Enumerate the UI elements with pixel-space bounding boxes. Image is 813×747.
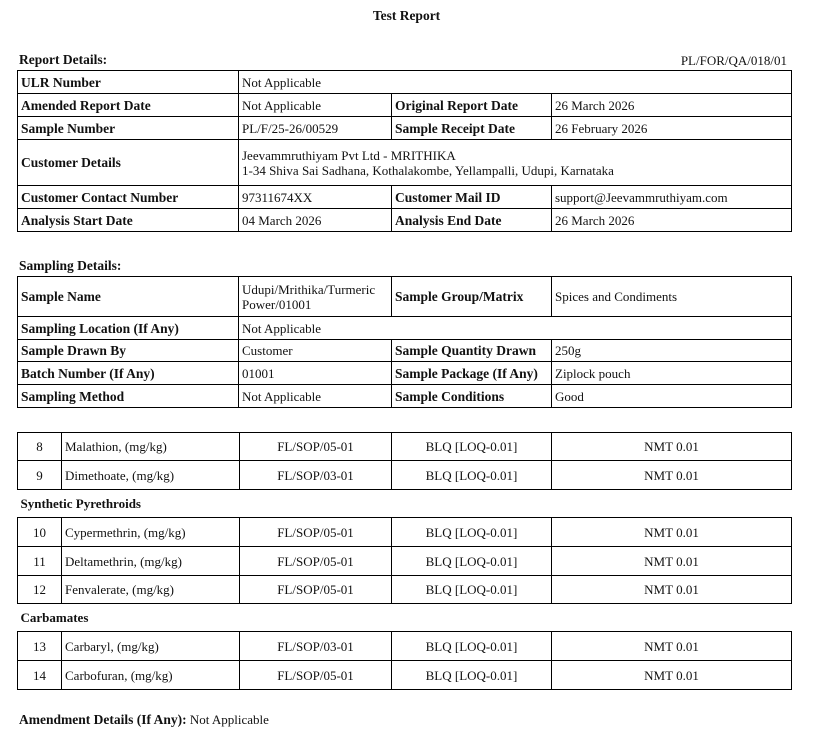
- test-limit: NMT 0.01: [552, 632, 792, 661]
- sample-package-value: Ziplock pouch: [552, 362, 792, 385]
- parameter-name: Dimethoate, (mg/kg): [62, 461, 240, 490]
- sample-name-value: [239, 277, 392, 317]
- test-method: FL/SOP/05-01: [240, 576, 392, 604]
- sampling-details-heading: Sampling Details:: [19, 258, 122, 273]
- test-limit: NMT 0.01: [552, 661, 792, 690]
- sample-name-line1: Udupi/Mrithika/Turmeric: [242, 281, 376, 297]
- quantity-drawn-value: 250g: [552, 340, 792, 362]
- ulr-value: Not Applicable: [239, 71, 792, 94]
- test-limit: NMT 0.01: [552, 518, 792, 547]
- row-number: 9: [18, 461, 62, 490]
- sample-group-value: Spices and Condiments: [552, 277, 792, 317]
- test-limit: NMT 0.01: [552, 433, 792, 461]
- sampling-method-value: Not Applicable: [239, 385, 392, 408]
- test-result: BLQ [LOQ-0.01]: [392, 433, 552, 461]
- sample-number-value: PL/F/25-26/00529: [239, 117, 392, 140]
- quantity-drawn-label: Sample Quantity Drawn: [392, 340, 552, 362]
- drawn-by-label: Sample Drawn By: [18, 340, 239, 362]
- mail-id-value: support@Jeevammruthiyam.com: [552, 186, 792, 209]
- row-number: 10: [18, 518, 62, 547]
- test-method: FL/SOP/03-01: [240, 461, 392, 490]
- group-heading-pyrethroids: Synthetic Pyrethroids: [18, 490, 792, 518]
- contact-number-label: Customer Contact Number: [18, 186, 239, 209]
- sampling-details-table: [17, 276, 792, 408]
- sample-name-label: Sample Name: [18, 277, 239, 317]
- amended-date-value: Not Applicable: [239, 94, 392, 117]
- amendment-value: Not Applicable: [189, 712, 269, 727]
- original-date-value: 26 March 2026: [552, 94, 792, 117]
- sampling-method-label: Sampling Method: [18, 385, 239, 408]
- table-row: [18, 433, 792, 461]
- analysis-end-label: Analysis End Date: [392, 209, 552, 232]
- table-row: [18, 518, 792, 547]
- row-number: 11: [18, 547, 62, 576]
- parameter-name: Carbaryl, (mg/kg): [62, 632, 240, 661]
- batch-number-label: Batch Number (If Any): [18, 362, 239, 385]
- table-row: [18, 632, 792, 661]
- parameter-name: Cypermethrin, (mg/kg): [62, 518, 240, 547]
- sampling-location-value: Not Applicable: [239, 317, 792, 340]
- customer-details-label: Customer Details: [18, 140, 239, 186]
- parameter-name: Fenvalerate, (mg/kg): [62, 576, 240, 604]
- results-table: [17, 432, 792, 690]
- test-result: BLQ [LOQ-0.01]: [392, 547, 552, 576]
- mail-id-label: Customer Mail ID: [392, 186, 552, 209]
- test-result: BLQ [LOQ-0.01]: [392, 661, 552, 690]
- sample-conditions-value: Good: [552, 385, 792, 408]
- receipt-date-label: Sample Receipt Date: [392, 117, 552, 140]
- group-heading-carbamates: Carbamates: [18, 604, 792, 632]
- amendment-details: [19, 712, 269, 728]
- customer-name: Jeevammruthiyam Pvt Ltd - MRITHIKA: [242, 147, 456, 163]
- test-limit: NMT 0.01: [552, 461, 792, 490]
- drawn-by-value: Customer: [239, 340, 392, 362]
- original-date-label: Original Report Date: [392, 94, 552, 117]
- amendment-label: Amendment Details (If Any):: [19, 712, 187, 727]
- sample-number-label: Sample Number: [18, 117, 239, 140]
- test-result: BLQ [LOQ-0.01]: [392, 518, 552, 547]
- table-row: [18, 576, 792, 604]
- table-row: [18, 547, 792, 576]
- test-result: BLQ [LOQ-0.01]: [392, 632, 552, 661]
- test-limit: NMT 0.01: [552, 576, 792, 604]
- parameter-name: Carbofuran, (mg/kg): [62, 661, 240, 690]
- ulr-label: ULR Number: [18, 71, 239, 94]
- report-details-table: [17, 70, 792, 232]
- analysis-start-label: Analysis Start Date: [18, 209, 239, 232]
- form-code: PL/FOR/QA/018/01: [680, 53, 787, 68]
- test-method: FL/SOP/05-01: [240, 433, 392, 461]
- contact-number-value: 97311674XX: [239, 186, 392, 209]
- sample-conditions-label: Sample Conditions: [392, 385, 552, 408]
- test-limit: NMT 0.01: [552, 547, 792, 576]
- report-details-heading: Report Details:: [19, 52, 108, 67]
- row-number: 8: [18, 433, 62, 461]
- row-number: 12: [18, 576, 62, 604]
- sampling-location-label: Sampling Location (If Any): [18, 317, 239, 340]
- sample-package-label: Sample Package (If Any): [392, 362, 552, 385]
- test-method: FL/SOP/03-01: [240, 632, 392, 661]
- amended-date-label: Amended Report Date: [18, 94, 239, 117]
- test-result: BLQ [LOQ-0.01]: [392, 461, 552, 490]
- report-title: Test Report: [372, 8, 441, 23]
- test-method: FL/SOP/05-01: [240, 661, 392, 690]
- sample-group-label: Sample Group/Matrix: [392, 277, 552, 317]
- receipt-date-value: 26 February 2026: [552, 117, 792, 140]
- row-number: 13: [18, 632, 62, 661]
- parameter-name: Deltamethrin, (mg/kg): [62, 547, 240, 576]
- customer-address: 1-34 Shiva Sai Sadhana, Kothalakombe, Yellampalli, Udupi, Karnataka: [242, 162, 614, 178]
- batch-number-value: 01001: [239, 362, 392, 385]
- customer-details-value: [239, 140, 792, 186]
- test-method: FL/SOP/05-01: [240, 547, 392, 576]
- table-row: [18, 661, 792, 690]
- test-result: BLQ [LOQ-0.01]: [392, 576, 552, 604]
- analysis-end-value: 26 March 2026: [552, 209, 792, 232]
- test-method: FL/SOP/05-01: [240, 518, 392, 547]
- sample-name-line2: Power/01001: [242, 296, 312, 312]
- parameter-name: Malathion, (mg/kg): [62, 433, 240, 461]
- row-number: 14: [18, 661, 62, 690]
- analysis-start-value: 04 March 2026: [239, 209, 392, 232]
- table-row: [18, 461, 792, 490]
